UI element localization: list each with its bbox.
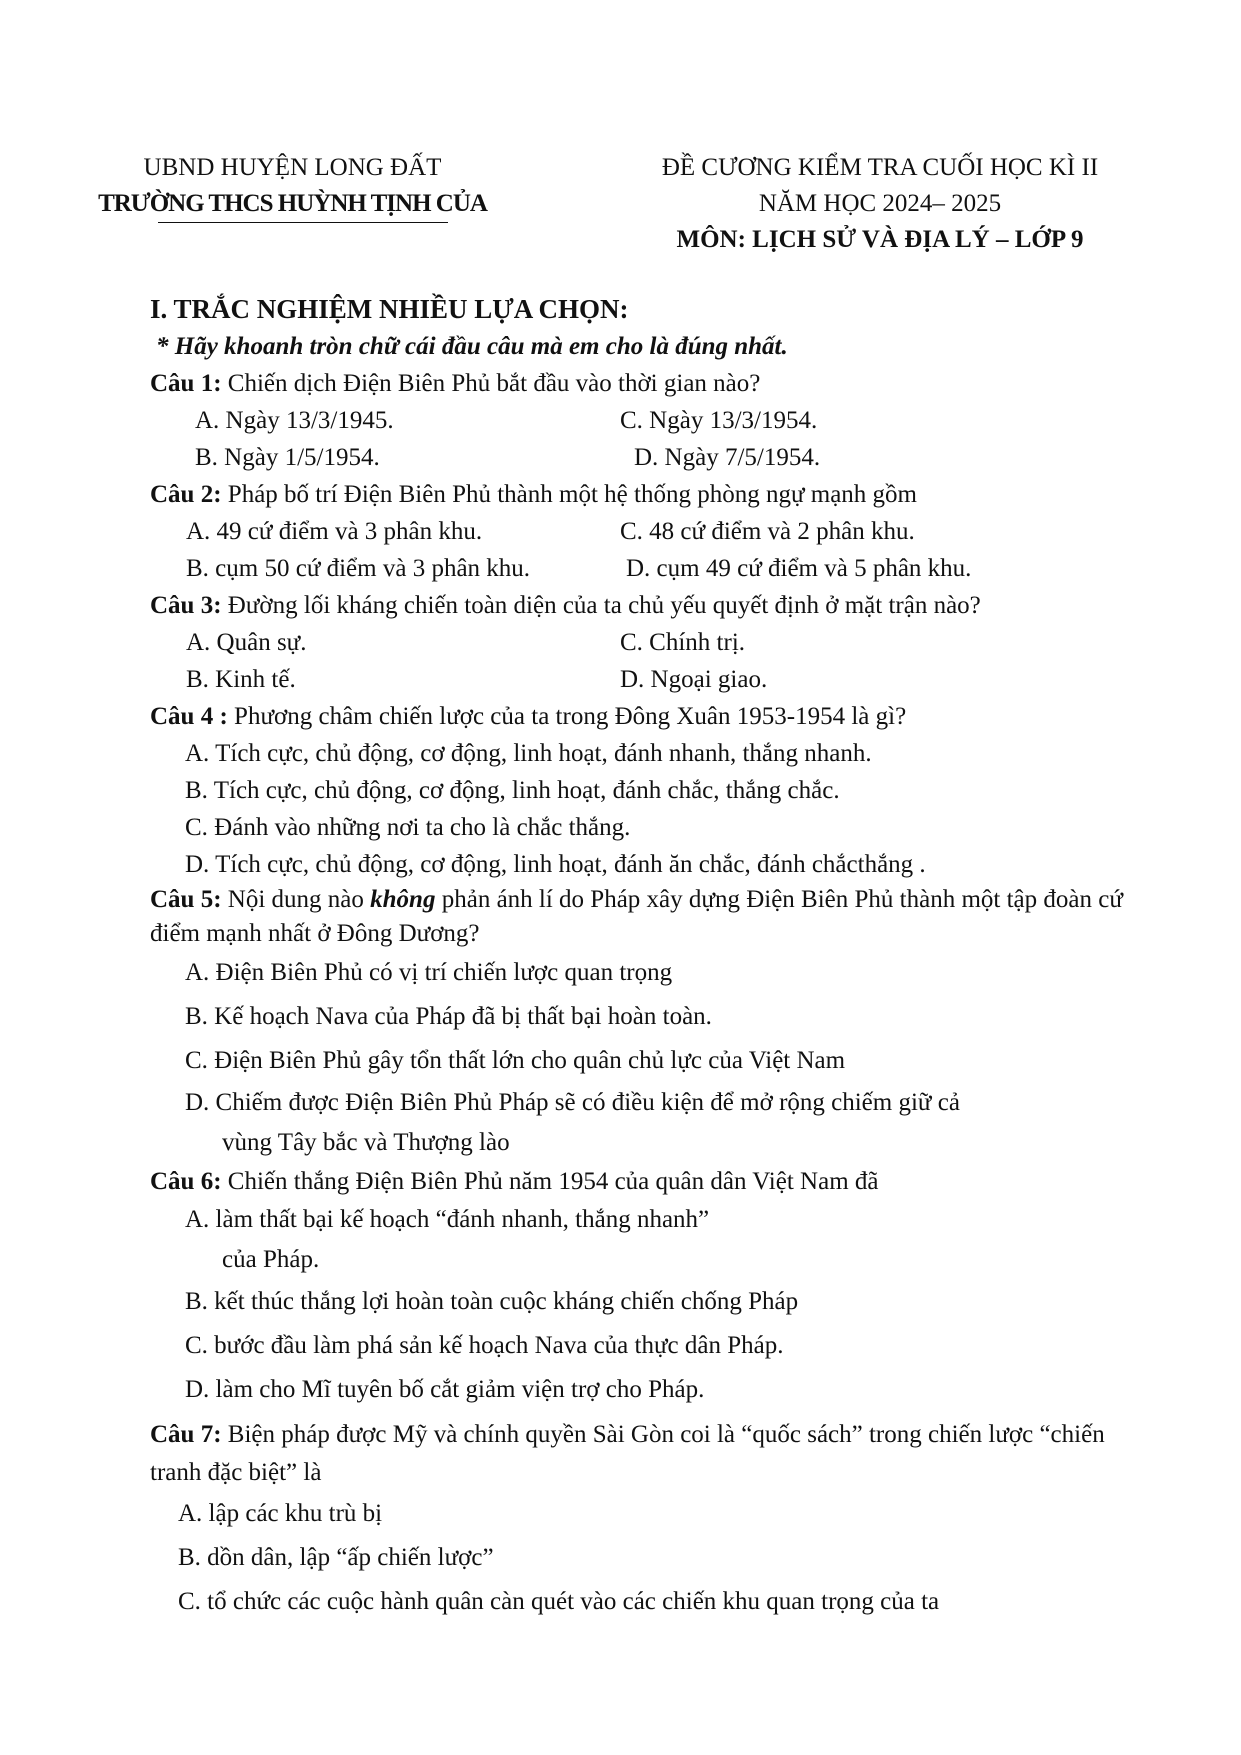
question-emphasis: không bbox=[370, 886, 436, 913]
exam-content bbox=[150, 290, 1140, 1624]
option-d: D. làm cho Mĩ tuyên bố cắt giảm viện trợ cho Pháp. bbox=[185, 1376, 705, 1403]
question-label: Câu 3: bbox=[150, 592, 222, 619]
option-a-continuation: của Pháp. bbox=[222, 1246, 320, 1273]
header-left bbox=[80, 150, 505, 259]
option-a: A. Ngày 13/3/1945. bbox=[195, 407, 394, 434]
question-text-after: phản ánh lí do Pháp xây dựng Điện Biên Phủ thành một tập đoàn cứ điểm mạnh nhất ở Đông Dương? bbox=[150, 886, 1123, 947]
option-b: B. Ngày 1/5/1954. bbox=[195, 444, 380, 471]
option-b: B. Kế hoạch Nava của Pháp đã bị thất bại hoàn toàn. bbox=[185, 1003, 712, 1030]
question-3 bbox=[150, 587, 1140, 624]
option-a-text: A. làm thất bại kế hoạch “đánh nhanh, thắng nhanh” bbox=[185, 1206, 710, 1233]
option-a: A. 49 cứ điểm và 3 phân khu. bbox=[186, 518, 483, 545]
question-text: Đường lối kháng chiến toàn diện của ta chủ yếu quyết định ở mặt trận nào? bbox=[221, 592, 981, 619]
options-row bbox=[150, 402, 1140, 439]
option-a: A. Điện Biên Phủ có vị trí chiến lược quan trọng bbox=[185, 959, 673, 986]
question-text: Chiến dịch Điện Biên Phủ bắt đầu vào thời gian nào? bbox=[221, 370, 761, 397]
question-7 bbox=[150, 1416, 1140, 1492]
question-label: Câu 1: bbox=[150, 370, 222, 397]
option-c: C. bước đầu làm phá sản kế hoạch Nava của thực dân Pháp. bbox=[185, 1332, 784, 1359]
option-a: A. Tích cực, chủ động, cơ động, linh hoạt, đánh nhanh, thắng nhanh. bbox=[185, 740, 872, 767]
document-title: ĐỀ CƯƠNG KIỂM TRA CUỐI HỌC KÌ II bbox=[661, 154, 1099, 181]
option-d: D. Ngày 7/5/1954. bbox=[634, 444, 821, 471]
options-row bbox=[150, 661, 1140, 698]
subject-line: MÔN: LỊCH SỬ VÀ ĐỊA LÝ – LỚP 9 bbox=[676, 226, 1084, 253]
option-d-continuation: vùng Tây bắc và Thượng lào bbox=[222, 1129, 510, 1156]
question-text: Chiến thắng Điện Biên Phủ năm 1954 của quân dân Việt Nam đã bbox=[221, 1168, 879, 1195]
option-c: C. Điện Biên Phủ gây tổn thất lớn cho quân chủ lực của Việt Nam bbox=[185, 1047, 846, 1074]
option-d: D. cụm 49 cứ điểm và 5 phân khu. bbox=[626, 555, 972, 582]
option-b: B. dồn dân, lập “ấp chiến lược” bbox=[178, 1544, 494, 1571]
question-2 bbox=[150, 476, 1140, 513]
school-underline bbox=[158, 222, 448, 259]
question-label: Câu 5: bbox=[150, 886, 222, 913]
question-4 bbox=[150, 698, 1140, 735]
options-row bbox=[150, 513, 1140, 550]
option-b: B. Kinh tế. bbox=[186, 666, 296, 693]
question-text: Pháp bố trí Điện Biên Phủ thành một hệ thống phòng ngự mạnh gồm bbox=[221, 481, 917, 508]
question-label: Câu 6: bbox=[150, 1168, 222, 1195]
option-c: C. Đánh vào những nơi ta cho là chắc thắng. bbox=[185, 814, 631, 841]
question-1 bbox=[150, 365, 1140, 402]
department-name: UBND HUYỆN LONG ĐẤT bbox=[143, 154, 442, 181]
question-text-before: Nội dung nào bbox=[221, 886, 371, 913]
question-label: Câu 4 : bbox=[150, 703, 228, 730]
option-d bbox=[150, 1083, 1140, 1163]
section-title: I. TRẮC NGHIỆM NHIỀU LỰA CHỌN: bbox=[150, 294, 629, 324]
options-row bbox=[150, 439, 1140, 476]
option-a bbox=[150, 1200, 1140, 1280]
question-text: Phương châm chiến lược của ta trong Đông Xuân 1953-1954 là gì? bbox=[227, 703, 907, 730]
option-d-text: D. Chiếm được Điện Biên Phủ Pháp sẽ có điều kiện để mở rộng chiếm giữ cả bbox=[185, 1089, 960, 1116]
school-year: NĂM HỌC 2024– 2025 bbox=[758, 190, 1002, 217]
section-instruction: * Hãy khoanh tròn chữ cái đầu câu mà em cho là đúng nhất. bbox=[156, 333, 788, 360]
option-c: C. 48 cứ điểm và 2 phân khu. bbox=[620, 518, 915, 545]
question-label: Câu 7: bbox=[150, 1421, 222, 1448]
question-6 bbox=[150, 1163, 1140, 1200]
option-a: A. lập các khu trù bị bbox=[178, 1500, 383, 1527]
option-c: C. Chính trị. bbox=[620, 629, 746, 656]
option-b: B. kết thúc thắng lợi hoàn toàn cuộc kháng chiến chống Pháp bbox=[185, 1288, 799, 1315]
option-a: A. Quân sự. bbox=[186, 629, 307, 656]
question-label: Câu 2: bbox=[150, 481, 222, 508]
option-b: B. cụm 50 cứ điểm và 3 phân khu. bbox=[186, 555, 531, 582]
question-5 bbox=[150, 883, 1140, 951]
option-b: B. Tích cực, chủ động, cơ động, linh hoạt, đánh chắc, thắng chắc. bbox=[185, 777, 840, 804]
option-c: C. tổ chức các cuộc hành quân càn quét vào các chiến khu quan trọng của ta bbox=[178, 1588, 940, 1615]
options-row bbox=[150, 624, 1140, 661]
header-right bbox=[620, 150, 1140, 258]
question-text: Biện pháp được Mỹ và chính quyền Sài Gòn coi là “quốc sách” trong chiến lược “chiến tranh đặc biệt” là bbox=[150, 1421, 1105, 1486]
option-c: C. Ngày 13/3/1954. bbox=[620, 407, 818, 434]
school-name: TRƯỜNG THCS HUỲNH TỊNH CỦA bbox=[98, 190, 487, 217]
option-d: D. Tích cực, chủ động, cơ động, linh hoạt, đánh ăn chắc, đánh chắcthắng . bbox=[185, 851, 926, 878]
option-d: D. Ngoại giao. bbox=[620, 666, 768, 693]
options-row bbox=[150, 550, 1140, 587]
